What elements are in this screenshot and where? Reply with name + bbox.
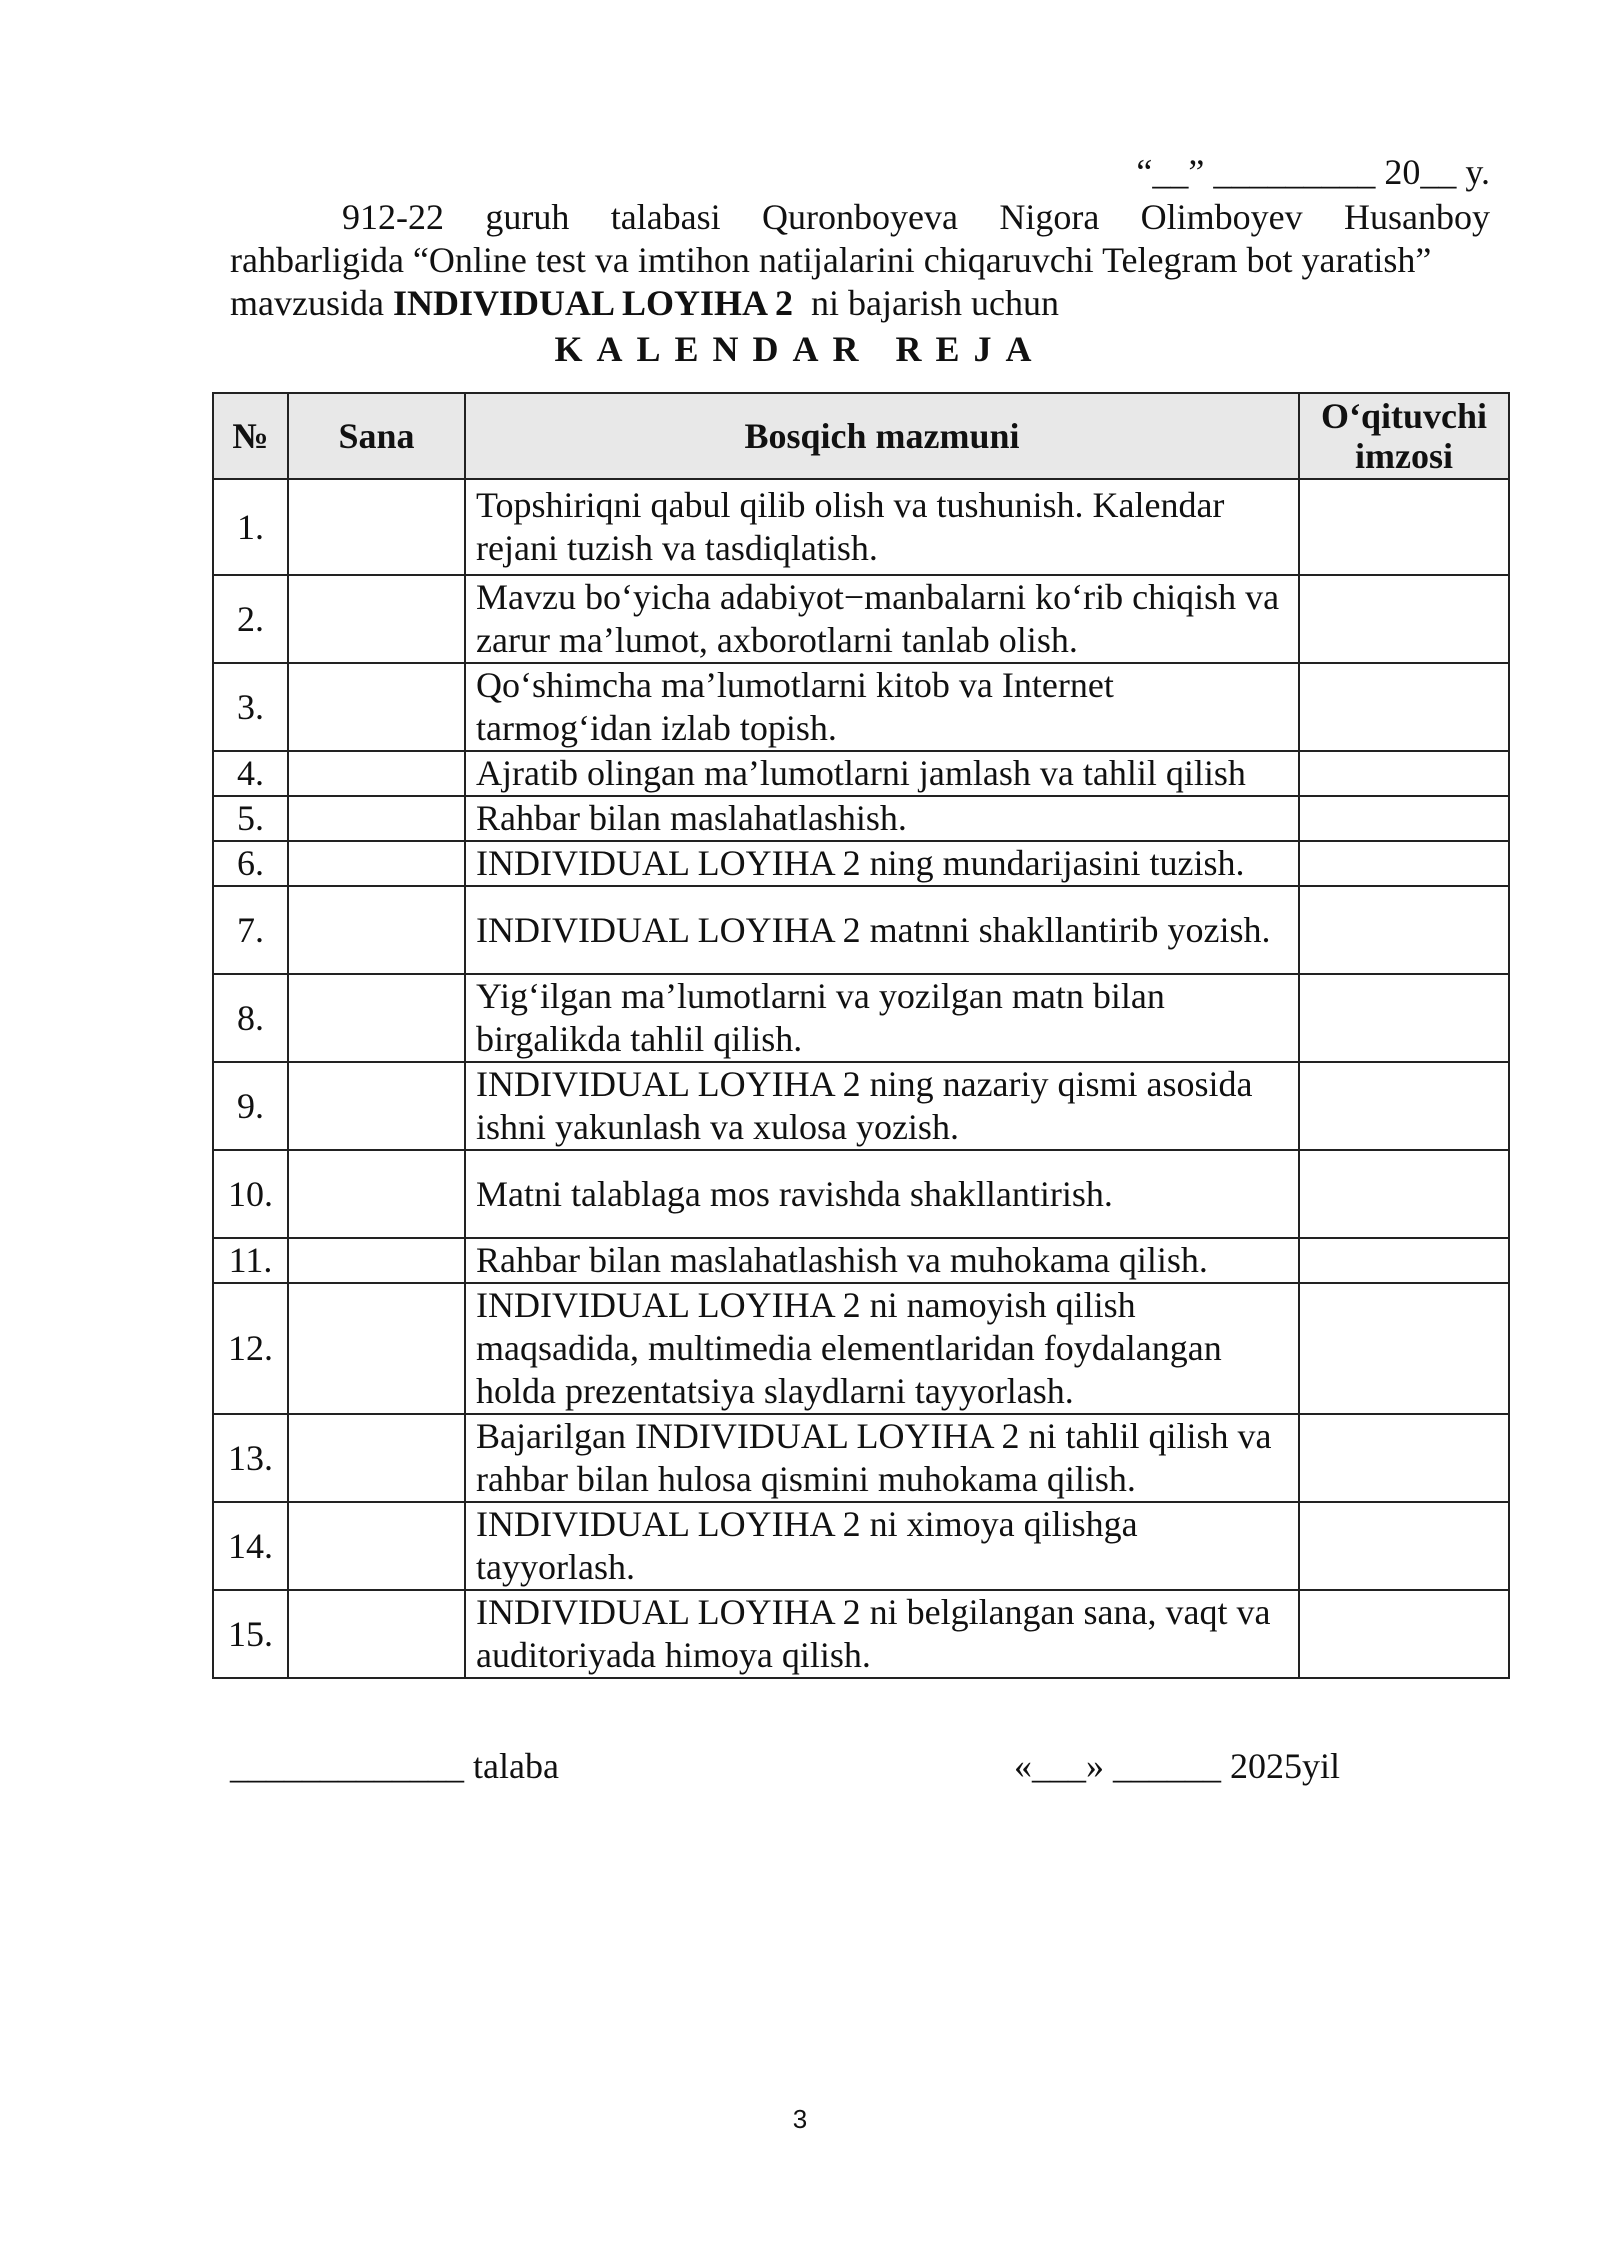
- row-date-cell: [288, 1502, 465, 1590]
- row-signature-cell: [1299, 974, 1509, 1062]
- table-row: [213, 1062, 1509, 1150]
- header-stage-content: Bosqich mazmuni: [465, 393, 1299, 479]
- table-row: [213, 1414, 1509, 1502]
- row-task: Bajarilgan INDIVIDUAL LOYIHA 2 ni tahlil qilish va rahbar bilan hulosa qismini muhokama qilish.: [465, 1414, 1299, 1502]
- row-signature-cell: [1299, 751, 1509, 796]
- row-task: Qo‘shimcha ma’lumotlarni kitob va Internet tarmog‘idan izlab topish.: [465, 663, 1299, 751]
- row-signature-cell: [1299, 886, 1509, 974]
- row-number: 1.: [213, 479, 288, 575]
- row-number: 11.: [213, 1238, 288, 1283]
- table-header-row: [213, 393, 1509, 479]
- row-date-cell: [288, 974, 465, 1062]
- row-number: 2.: [213, 575, 288, 663]
- row-signature-cell: [1299, 663, 1509, 751]
- row-date-cell: [288, 479, 465, 575]
- row-signature-cell: [1299, 575, 1509, 663]
- header-number: №: [213, 393, 288, 479]
- row-task: INDIVIDUAL LOYIHA 2 ni ximoya qilishga tayyorlash.: [465, 1502, 1299, 1590]
- row-number: 3.: [213, 663, 288, 751]
- table-row: [213, 479, 1509, 575]
- row-signature-cell: [1299, 1238, 1509, 1283]
- row-task: Mavzu bo‘yicha adabiyot−manbalarni ko‘rib chiqish va zarur ma’lumot, axborotlarni tanlab olish.: [465, 575, 1299, 663]
- row-signature-cell: [1299, 479, 1509, 575]
- table-row: [213, 974, 1509, 1062]
- row-task: Rahbar bilan maslahatlashish.: [465, 796, 1299, 841]
- table-row: [213, 663, 1509, 751]
- row-number: 15.: [213, 1590, 288, 1678]
- row-task: Matni talablaga mos ravishda shakllantirish.: [465, 1150, 1299, 1238]
- intro-topic-prefix: mavzusida: [230, 283, 393, 323]
- row-task: INDIVIDUAL LOYIHA 2 ni belgilangan sana, vaqt va auditoriyada himoya qilish.: [465, 1590, 1299, 1678]
- row-number: 13.: [213, 1414, 288, 1502]
- table-row: [213, 1150, 1509, 1238]
- row-number: 5.: [213, 796, 288, 841]
- intro-project-name: INDIVIDUAL LOYIHA 2: [392, 283, 794, 323]
- table-row: [213, 886, 1509, 974]
- row-task: INDIVIDUAL LOYIHA 2 ni namoyish qilish maqsadida, multimedia elementlaridan foydalangan holda prezentatsiya slaydlarni tayyorlash.: [465, 1283, 1299, 1414]
- row-date-cell: [288, 841, 465, 886]
- row-signature-cell: [1299, 1414, 1509, 1502]
- row-signature-cell: [1299, 1283, 1509, 1414]
- row-number: 14.: [213, 1502, 288, 1590]
- date-placeholder: “__” _________ 20__ y.: [1136, 152, 1490, 192]
- row-signature-cell: [1299, 1502, 1509, 1590]
- table-row: [213, 1590, 1509, 1678]
- intro-topic-suffix: ni bajarish uchun: [793, 283, 1059, 323]
- row-date-cell: [288, 751, 465, 796]
- intro-student-text: 912-22 guruh talabasi Quronboyeva Nigora Olimboyev Husanboy: [342, 197, 1490, 237]
- table-row: [213, 1238, 1509, 1283]
- row-number: 8.: [213, 974, 288, 1062]
- row-task: Ajratib olingan ma’lumotlarni jamlash va tahlil qilish: [465, 751, 1299, 796]
- row-task: INDIVIDUAL LOYIHA 2 matnni shakllantirib yozish.: [465, 886, 1299, 974]
- table-row: [213, 796, 1509, 841]
- table-row: [213, 841, 1509, 886]
- student-signature-line: _____________ talaba: [230, 1746, 559, 1786]
- row-signature-cell: [1299, 1590, 1509, 1678]
- footer-date-line: «___» ______ 2025yil: [1014, 1746, 1341, 1786]
- table-row: [213, 751, 1509, 796]
- row-signature-cell: [1299, 1062, 1509, 1150]
- row-date-cell: [288, 1283, 465, 1414]
- table-row: [213, 1283, 1509, 1414]
- page-number: 3: [792, 2104, 808, 2134]
- calendar-plan-table: [212, 392, 1510, 1679]
- header-date: Sana: [288, 393, 465, 479]
- row-signature-cell: [1299, 796, 1509, 841]
- row-task: INDIVIDUAL LOYIHA 2 ning nazariy qismi asosida ishni yakunlash va xulosa yozish.: [465, 1062, 1299, 1150]
- document-heading: KALENDAR REJA: [554, 329, 1046, 369]
- row-task: INDIVIDUAL LOYIHA 2 ning mundarijasini tuzish.: [465, 841, 1299, 886]
- row-date-cell: [288, 1238, 465, 1283]
- row-date-cell: [288, 575, 465, 663]
- row-task: Yig‘ilgan ma’lumotlarni va yozilgan matn bilan birgalikda tahlil qilish.: [465, 974, 1299, 1062]
- row-signature-cell: [1299, 841, 1509, 886]
- table-row: [213, 1502, 1509, 1590]
- intro-line-2: rahbarligida “Online test va imtihon natijalarini chiqaruvchi Telegram bot yaratish”: [230, 240, 1432, 280]
- row-number: 9.: [213, 1062, 288, 1150]
- row-date-cell: [288, 1062, 465, 1150]
- header-teacher-signature: O‘qituvchi imzosi: [1299, 393, 1509, 479]
- row-task: Rahbar bilan maslahatlashish va muhokama qilish.: [465, 1238, 1299, 1283]
- intro-line-1: [230, 196, 1490, 239]
- row-date-cell: [288, 886, 465, 974]
- row-number: 6.: [213, 841, 288, 886]
- row-date-cell: [288, 1590, 465, 1678]
- intro-paragraph: [230, 196, 1490, 325]
- row-date-cell: [288, 663, 465, 751]
- row-number: 10.: [213, 1150, 288, 1238]
- row-number: 12.: [213, 1283, 288, 1414]
- row-date-cell: [288, 1414, 465, 1502]
- table-body: [213, 479, 1509, 1678]
- row-number: 7.: [213, 886, 288, 974]
- row-date-cell: [288, 1150, 465, 1238]
- intro-line-3: [230, 282, 1490, 325]
- table-row: [213, 575, 1509, 663]
- row-task: Topshiriqni qabul qilib olish va tushunish. Kalendar rejani tuzish va tasdiqlatish.: [465, 479, 1299, 575]
- row-date-cell: [288, 796, 465, 841]
- row-signature-cell: [1299, 1150, 1509, 1238]
- row-number: 4.: [213, 751, 288, 796]
